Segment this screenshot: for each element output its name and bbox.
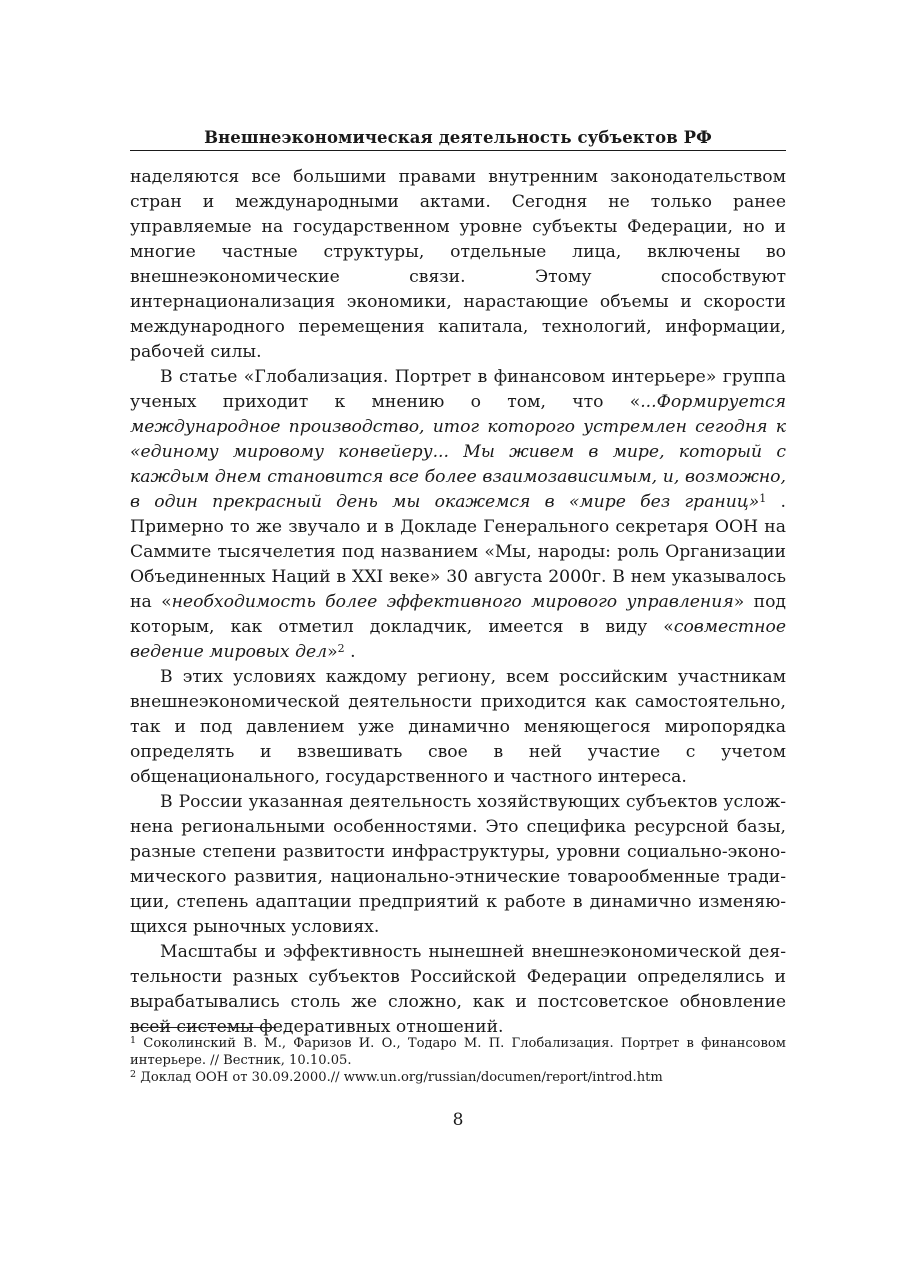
quote-world-governance: необходимость более эффективного мирового управления: [171, 592, 734, 612]
footnote-ref-2: 2: [337, 642, 345, 655]
footnote-1-mark: 1: [130, 1035, 137, 1046]
footnote-2-mark: 2: [130, 1069, 137, 1080]
footnotes: [130, 1035, 786, 1086]
paragraph-2-text-e: .: [344, 642, 356, 662]
paragraph-2-text-c: » под которым, как отметил докладчик, имеется в виду «: [130, 592, 786, 637]
footnote-1-text: Соколинский В. М., Фаризов И. О., Тодаро М. П. Глобализация. Портрет в финансовом интерьере. // Вестник, 10.10.05.: [130, 1036, 786, 1068]
paragraph-4: В России указанная деятельность хозяйствующих субъектов усложнена региональными особенностями. Это специфика ресурсной базы, разные степени развитости инфраструктуры, уровни социально-экономического развития, национально-этнические товарообменные традиции, степень адаптации предприятий к работе в динамично изменяющихся рыночных условиях.: [130, 792, 786, 937]
paragraph-2: [130, 365, 786, 665]
body-text: [130, 165, 786, 1040]
footnote-2: [130, 1069, 786, 1086]
footnote-1: [130, 1035, 786, 1069]
header-divider: [130, 150, 786, 151]
footnote-divider: [130, 1027, 276, 1028]
paragraph-3: В этих условиях каждому региону, всем российским участникам внешнеэкономической деятельности приходится как самостоятельно, так и под давлением уже динамично меняющегося миропорядка определять и взвешивать свое в ней участие с учетом общенационального, государственного и частного интереса.: [130, 667, 786, 787]
paragraph-1: наделяются все большими правами внутренним законодательством стран и международными актами. Сегодня не только ранее управляемые на государственном уровне субъекты Федерации, но и многие частные структуры, отдельные лица, включены во внешнеэкономические связи. Этому способствуют интернационализация экономики, нарастающие объемы и скорости международного перемещения капитала, технологий, информации, рабочей силы.: [130, 167, 786, 362]
quote-international-production: ...Формируется международное производство, итог которого устремлен сегодня к «единому мировому конвейеру... Мы живем в мире, который с каждым днем становится все более взаимозависимым, и, возможно, в один прекрасный день мы окажемся в «мире без границ»: [130, 392, 786, 512]
paragraph-2-text-d: »: [327, 642, 338, 662]
paragraph-2-text-a: В статье «Глобализация. Портрет в финансовом интерьере» группа ученых приходит к мнению о том, что «: [130, 367, 786, 412]
paragraph-2-text-b: . Примерно то же звучало и в Докладе Генерального секретаря ООН на Саммите тысячелетия под названием «Мы, народы: роль Организации Объединенных Наций в XXI веке» 30 августа 2000г. В нем указывалось на «: [130, 492, 786, 612]
page-number: 8: [452, 1110, 464, 1130]
paragraph-5: Масштабы и эффективность нынешней внешнеэкономической деятельности разных субъектов Российской Федерации определялись и вырабатывались столь же сложно, как и постсоветское обновление всей системы федеративных отношений.: [130, 942, 786, 1037]
quote-joint-management: совместное ведение мировых дел: [130, 617, 786, 662]
footnote-ref-1: 1: [759, 492, 767, 505]
footnote-2-text: Доклад ООН от 30.09.2000.// www.un.org/russian/documen/report/introd.htm: [136, 1070, 663, 1085]
running-header: Внешнеэкономическая деятельность субъектов РФ: [204, 128, 712, 147]
